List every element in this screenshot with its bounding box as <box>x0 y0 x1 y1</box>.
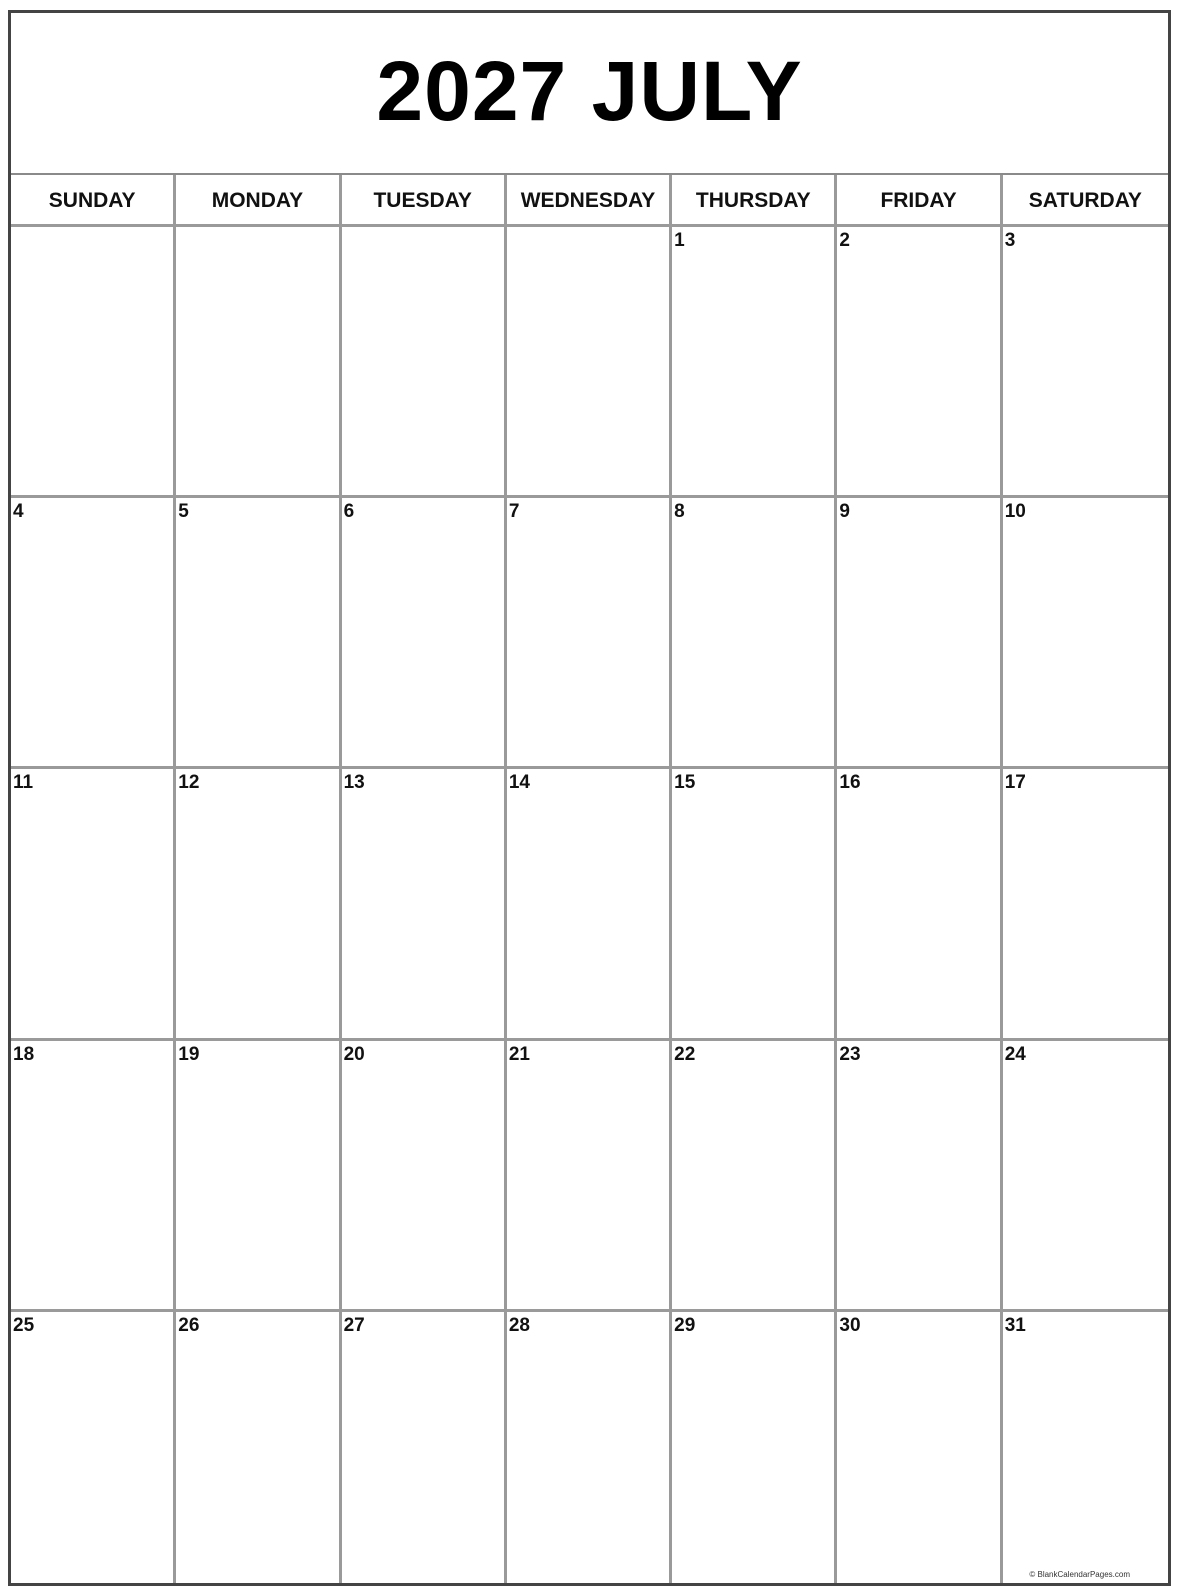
day-number: 2 <box>839 230 850 251</box>
day-cell <box>342 1312 507 1583</box>
day-number: 10 <box>1004 501 1026 523</box>
day-number: 15 <box>674 772 696 794</box>
day-number: 30 <box>839 1314 861 1336</box>
day-cell <box>342 498 507 769</box>
day-cell <box>342 1041 507 1312</box>
day-cell <box>507 1041 672 1312</box>
day-cell <box>507 498 672 769</box>
day-number: 12 <box>178 772 200 794</box>
day-cell <box>342 227 507 498</box>
day-cell <box>176 227 341 498</box>
day-number: 1 <box>674 230 685 251</box>
day-number: 26 <box>178 1314 200 1336</box>
weekday-header-wednesday: WEDNESDAY <box>507 175 672 227</box>
day-number: 27 <box>343 1314 365 1336</box>
day-number: 16 <box>839 772 861 794</box>
day-number: 7 <box>508 501 520 523</box>
day-number: 29 <box>674 1314 696 1336</box>
day-cell <box>1003 498 1168 769</box>
calendar-frame <box>8 10 1171 1586</box>
title-box <box>11 13 1168 175</box>
day-cell <box>837 769 1002 1040</box>
day-cell <box>11 769 176 1040</box>
day-cell <box>837 1312 1002 1583</box>
weekday-header-tuesday: TUESDAY <box>342 175 507 227</box>
day-number: 17 <box>1004 772 1026 794</box>
calendar-grid <box>11 175 1168 1583</box>
day-number: 19 <box>178 1043 200 1065</box>
day-number: 3 <box>1004 230 1016 251</box>
day-number: 23 <box>839 1043 861 1065</box>
day-number: 18 <box>13 1043 35 1065</box>
day-cell <box>11 1312 176 1583</box>
day-cell <box>176 1041 341 1312</box>
day-number: 21 <box>508 1043 530 1065</box>
day-cell <box>672 1041 837 1312</box>
day-cell <box>11 498 176 769</box>
day-number: 8 <box>674 501 685 523</box>
day-cell <box>1003 227 1168 498</box>
day-cell <box>672 498 837 769</box>
day-number: 11 <box>13 772 34 794</box>
day-cell <box>342 769 507 1040</box>
day-number: 24 <box>1004 1043 1026 1065</box>
calendar-title: 2027 JULY <box>376 43 803 138</box>
day-cell <box>176 498 341 769</box>
day-cell <box>11 227 176 498</box>
day-number: 4 <box>13 501 24 523</box>
day-number: 20 <box>343 1043 365 1065</box>
day-cell <box>837 498 1002 769</box>
day-cell <box>837 227 1002 498</box>
day-cell <box>672 1312 837 1583</box>
day-number: 14 <box>508 772 530 794</box>
day-number: 9 <box>839 501 850 523</box>
day-number: 25 <box>13 1314 35 1336</box>
weekday-header-saturday: SATURDAY <box>1003 175 1168 227</box>
copyright-credit: © BlankCalendarPages.com <box>1029 1570 1130 1579</box>
day-number: 31 <box>1004 1314 1026 1336</box>
day-cell <box>1003 769 1168 1040</box>
weekday-header-friday: FRIDAY <box>837 175 1002 227</box>
weekday-header-monday: MONDAY <box>176 175 341 227</box>
day-cell <box>176 1312 341 1583</box>
day-cell <box>672 227 837 498</box>
day-number: 5 <box>178 501 189 523</box>
day-cell <box>176 769 341 1040</box>
day-number: 13 <box>343 772 365 794</box>
day-cell <box>11 1041 176 1312</box>
day-cell <box>507 1312 672 1583</box>
weekday-header-thursday: THURSDAY <box>672 175 837 227</box>
day-number: 28 <box>508 1314 530 1336</box>
weekday-header-sunday: SUNDAY <box>11 175 176 227</box>
day-cell <box>507 227 672 498</box>
day-cell <box>672 769 837 1040</box>
day-cell <box>1003 1312 1168 1583</box>
day-cell <box>1003 1041 1168 1312</box>
day-number: 6 <box>343 501 355 523</box>
day-cell <box>837 1041 1002 1312</box>
day-cell <box>507 769 672 1040</box>
day-number: 22 <box>674 1043 696 1065</box>
